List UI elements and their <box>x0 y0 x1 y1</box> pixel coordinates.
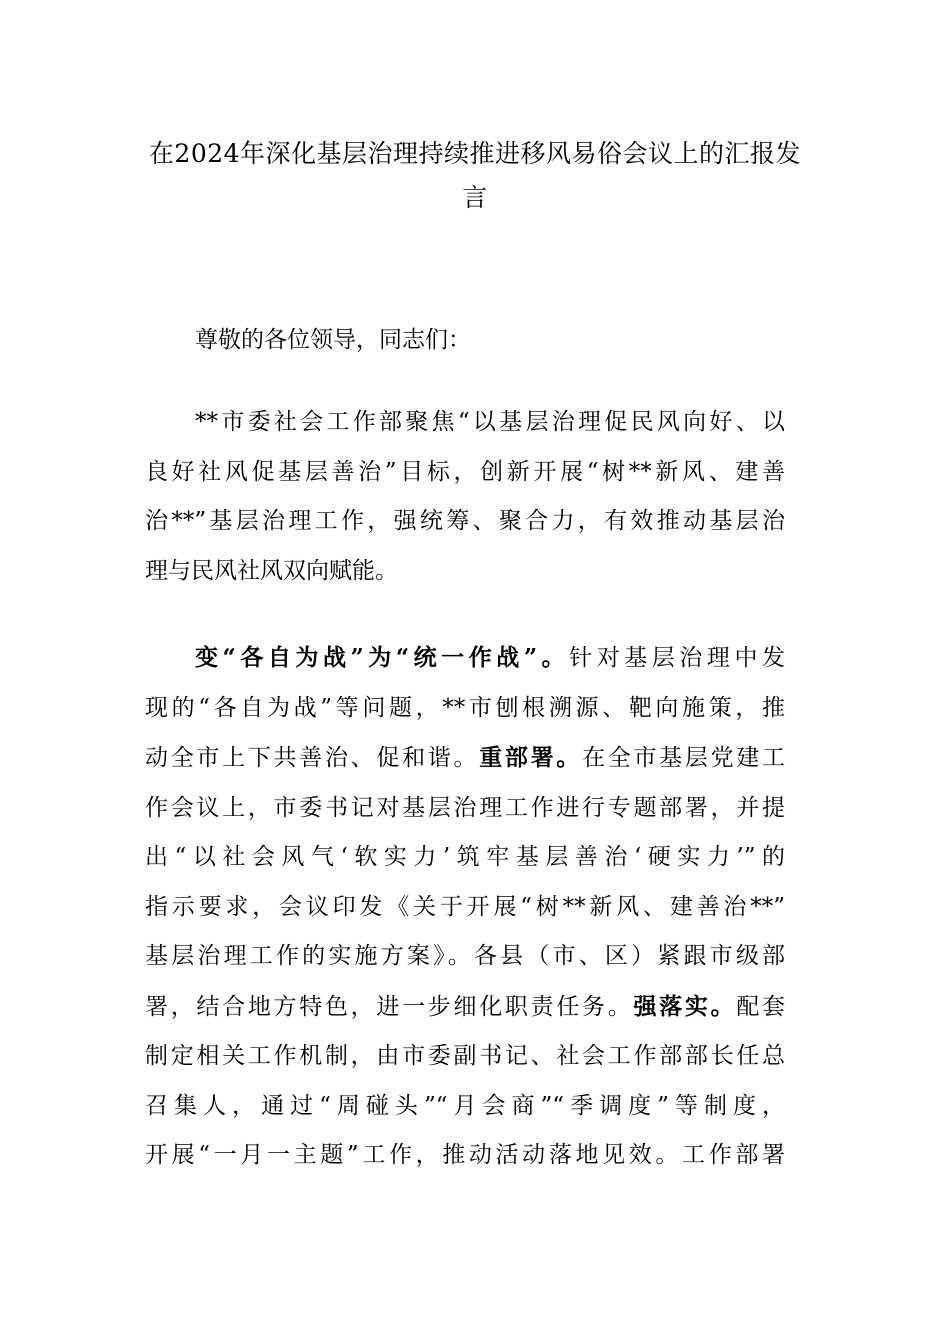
main-line-9: 制定相关工作机制，由市委副书记、社会工作部部长任总 <box>145 1043 785 1069</box>
main-line-11: 开展“一月一主题”工作，推动活动落地见效。工作部署 <box>145 1142 785 1168</box>
greeting-paragraph <box>145 316 785 366</box>
main-line-8 <box>145 982 785 1033</box>
document-title <box>0 132 950 220</box>
main-line-10: 召集人，通过“周碰头”“月会商”“季调度”等制度， <box>145 1092 785 1119</box>
main-line-1-text: 针对基层治理中发 <box>569 645 785 671</box>
main-line-2: 现的“各自为战”等问题，**市刨根溯源、靶向施策，推 <box>145 694 785 721</box>
main-line-8-post: 配套 <box>736 993 786 1020</box>
main-line-3-pre: 动全市上下共善治、促和谐。 <box>145 745 480 771</box>
main-line-3-post: 在全市基层党建工 <box>582 745 786 771</box>
intro-line-3: 治**”基层治理工作，强统筹、聚合力，有效推动基层治 <box>145 508 785 534</box>
intro-line-4: 理与民风社风双向赋能。 <box>145 557 398 584</box>
main-line-7: 基层治理工作的实施方案》。各县（市、区）紧跟市级部 <box>145 943 785 969</box>
intro-paragraph <box>145 398 785 596</box>
section-heading: 变“各自为战”为“统一作战”。 <box>195 644 570 671</box>
greeting-text: 尊敬的各位领导，同志们： <box>195 327 471 353</box>
intro-line-1: **市委社会工作部聚焦“以基层治理促民风向好、以 <box>195 409 785 435</box>
main-line-6: 指示要求，会议印发《关于开展“树**新风、建善治**” <box>145 893 785 920</box>
subheading-deploy: 重部署。 <box>479 744 583 771</box>
title-line-1: 在2024年深化基层治理持续推进移风易俗会议上的汇报发 <box>148 139 802 168</box>
intro-line-2: 良好社风促基层善治”目标，创新开展“树**新风、建善 <box>145 458 785 485</box>
subheading-implement: 强落实。 <box>633 992 737 1020</box>
main-line-1 <box>145 633 785 684</box>
main-line-5: 出“以社会风气‘软实力’筑牢基层善治‘硬实力’”的 <box>145 844 785 870</box>
title-line-2: 言 <box>462 183 488 212</box>
main-line-3 <box>145 733 785 784</box>
main-paragraph <box>145 633 785 1181</box>
main-line-4: 作会议上，市委书记对基层治理工作进行专题部署，并提 <box>145 794 785 821</box>
main-line-8-pre: 署，结合地方特色，进一步细化职责任务。 <box>145 993 634 1020</box>
